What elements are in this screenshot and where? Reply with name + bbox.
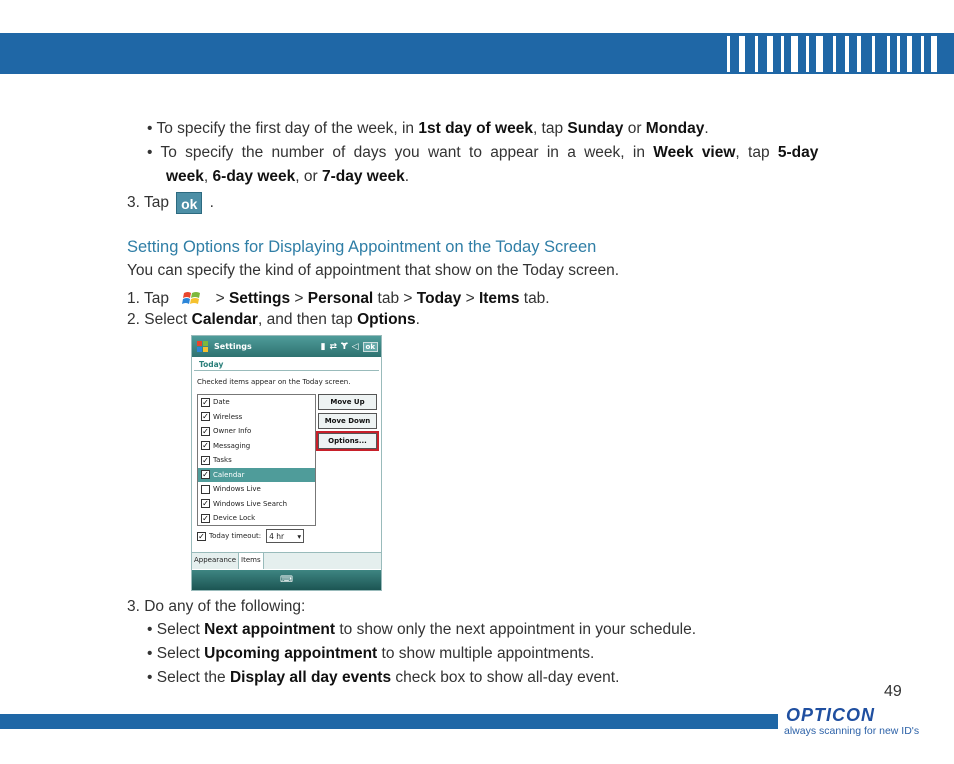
list-item[interactable] [198, 482, 315, 497]
sync-icon: ⇄ [329, 341, 338, 352]
ok-button-image: ok [176, 192, 202, 214]
item-label: Windows Live [213, 485, 261, 494]
item-label: Owner Info [213, 427, 252, 436]
item-checkbox[interactable]: ✓ [202, 513, 209, 523]
device-title: Settings [214, 342, 252, 351]
opticon-logo: OPTICON [786, 705, 876, 725]
windows-start-icon [181, 288, 203, 310]
tab-appearance[interactable]: Appearance [192, 553, 239, 569]
device-tabs [192, 552, 381, 569]
bullet-week-view-line2: week, 6-day week, or 7-day week. [166, 168, 409, 185]
item-label: Calendar [213, 470, 245, 479]
battery-icon: ▮ [320, 341, 326, 352]
item-label: Date [213, 398, 230, 407]
item-checkbox[interactable]: ✓ [202, 455, 209, 465]
chevron-down-icon: ▾ [297, 531, 302, 541]
bullet-week-view-line1: • To specify the number of days you want to appear in a week, in Week view, tap 5-day [147, 144, 819, 161]
step-3-tap-ok: 3. Tap ok . [127, 192, 214, 214]
tagline: always scanning for new ID's [784, 725, 920, 737]
bullet-next-appointment: • Select Next appointment to show only the next appointment in your schedule. [147, 621, 697, 638]
device-subtitle: Today [194, 357, 379, 371]
list-item[interactable] [198, 468, 315, 483]
list-item[interactable] [198, 410, 315, 425]
list-item[interactable] [198, 497, 315, 512]
list-item[interactable] [198, 439, 315, 454]
device-title-bar [192, 336, 381, 357]
list-item[interactable] [198, 511, 315, 526]
device-menu-bar [192, 570, 381, 590]
page-number: 49 [884, 683, 902, 700]
timeout-select[interactable]: 4 hr ▾ [266, 529, 304, 543]
item-checkbox[interactable]: ✓ [202, 441, 209, 451]
step-1: 1. Tap > Settings > Personal tab > Today > Items tab. [127, 288, 550, 310]
item-checkbox[interactable] [201, 485, 210, 494]
section-heading: Setting Options for Displaying Appointment on the Today Screen [127, 238, 597, 256]
items-list [197, 394, 316, 526]
item-checkbox[interactable]: ✓ [202, 470, 209, 480]
device-note: Checked items appear on the Today screen. [197, 378, 351, 386]
bullet-all-day-events: • Select the Display all day events check box to show all-day event. [147, 669, 620, 686]
footer-band [0, 714, 778, 729]
keyboard-icon[interactable]: ⌨ [280, 575, 293, 585]
barcode-graphic [727, 36, 939, 72]
timeout-label: Today timeout: [209, 532, 262, 540]
device-screenshot [191, 335, 382, 591]
list-item[interactable] [198, 453, 315, 468]
options-button[interactable]: Options... [318, 433, 377, 449]
step-3-do: 3. Do any of the following: [127, 598, 306, 615]
start-flag-icon [196, 340, 209, 353]
item-label: Tasks [213, 456, 232, 465]
intro-text: You can specify the kind of appointment that show on the Today screen. [127, 262, 620, 279]
move-up-button[interactable]: Move Up [318, 394, 377, 410]
item-label: Wireless [213, 412, 243, 421]
item-checkbox[interactable]: ✓ [202, 499, 209, 509]
item-checkbox[interactable]: ✓ [202, 412, 209, 422]
volume-mute-icon: ◁ [351, 341, 359, 352]
timeout-checkbox[interactable]: ✓ [198, 531, 205, 541]
item-checkbox[interactable]: ✓ [202, 426, 209, 436]
today-timeout-row [197, 529, 304, 543]
item-label: Windows Live Search [213, 499, 288, 508]
item-checkbox[interactable]: ✓ [202, 397, 209, 407]
item-label: Messaging [213, 441, 251, 450]
step-2: 2. Select Calendar, and then tap Options. [127, 311, 420, 328]
list-item[interactable] [198, 424, 315, 439]
tab-items[interactable]: Items [239, 553, 264, 569]
list-item[interactable] [198, 395, 315, 410]
signal-off-icon: Ɏ [341, 341, 348, 352]
bullet-first-day: • To specify the first day of the week, in 1st day of week, tap Sunday or Monday. [147, 120, 709, 137]
device-ok-button[interactable]: ok [363, 342, 378, 352]
bullet-upcoming-appointment: • Select Upcoming appointment to show multiple appointments. [147, 645, 595, 662]
move-down-button[interactable]: Move Down [318, 413, 377, 429]
item-label: Device Lock [213, 514, 256, 523]
